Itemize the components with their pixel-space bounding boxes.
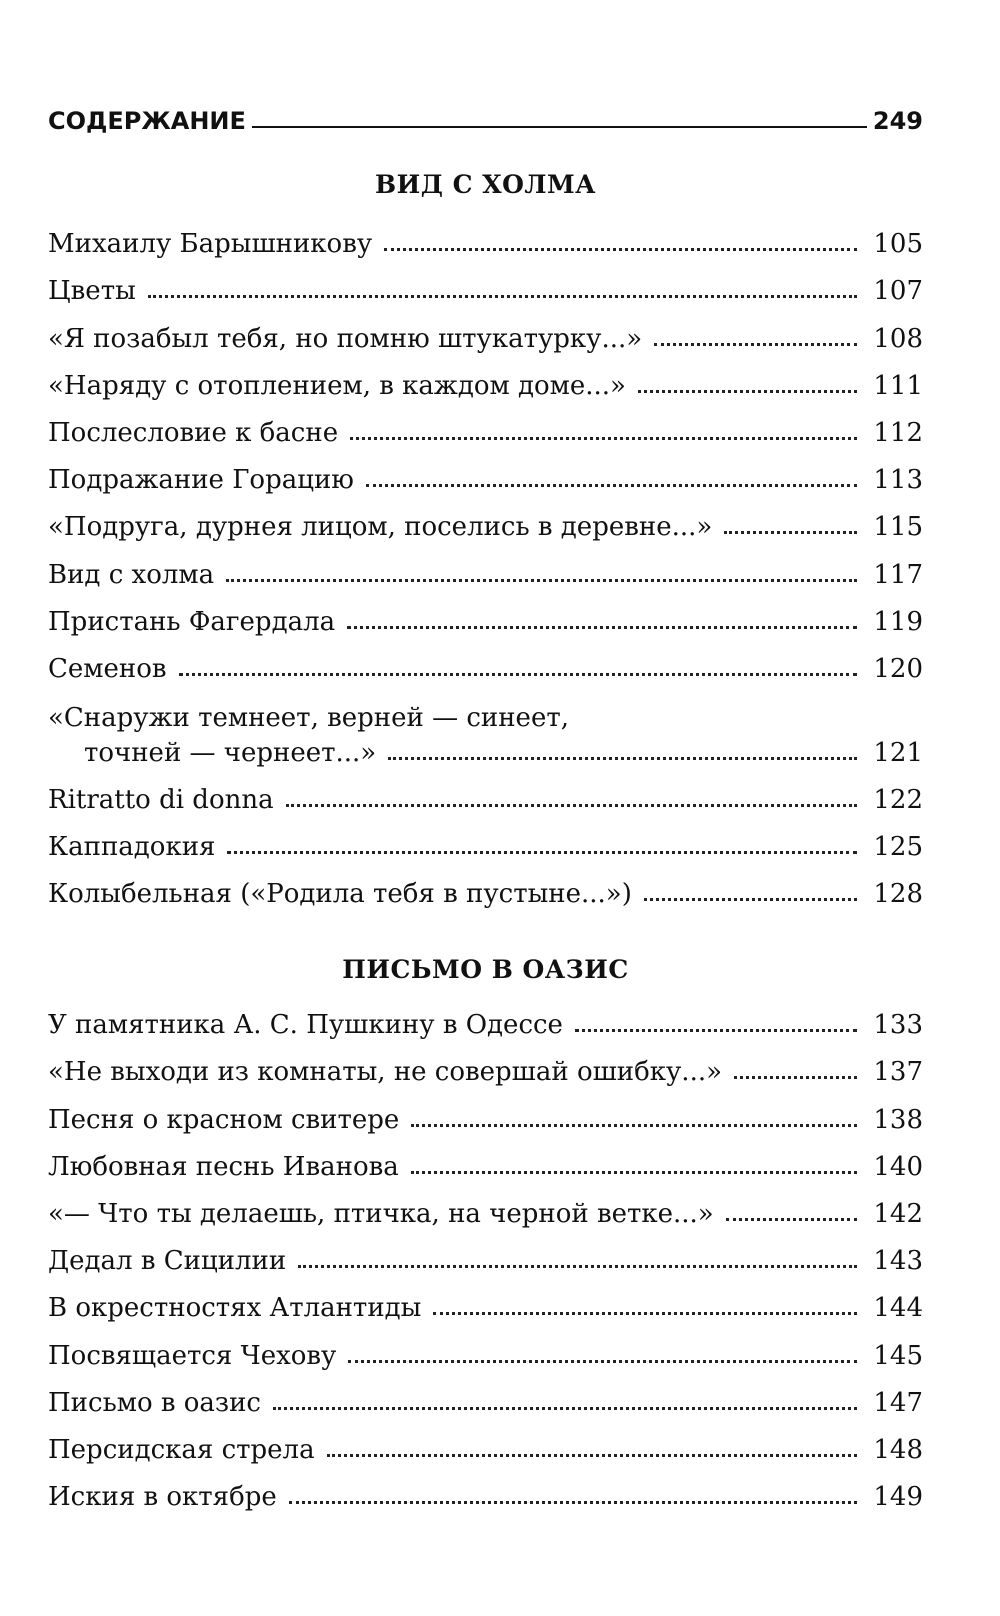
toc-entry bbox=[48, 1274, 923, 1324]
entry-page-number: 138 bbox=[873, 1104, 923, 1135]
toc-entry bbox=[48, 991, 923, 1041]
entry-title: Дедал в Сицилии bbox=[48, 1246, 287, 1277]
dot-leader bbox=[654, 343, 857, 346]
entry-page-number: 142 bbox=[873, 1198, 923, 1229]
entry-title: Персидская стрела bbox=[48, 1434, 315, 1465]
entry-title: Песня о красном свитере bbox=[48, 1104, 400, 1135]
entry-title: У памятника А. С. Пушкину в Одессе bbox=[48, 1010, 563, 1041]
entry-title: «Я позабыл тебя, но помню штукатурку...» bbox=[48, 323, 643, 354]
toc-entry bbox=[48, 766, 923, 816]
entry-title: «Наряду с отоплением, в каждом доме...» bbox=[48, 370, 626, 401]
entry-title: Пристань Фагердала bbox=[48, 606, 336, 637]
entry-page-number: 128 bbox=[873, 879, 923, 910]
entry-page-number: 120 bbox=[873, 653, 923, 684]
running-head-title: СОДЕРЖАНИЕ bbox=[48, 107, 246, 135]
entry-title: Семенов bbox=[48, 653, 167, 684]
toc-entry bbox=[48, 257, 923, 307]
toc-entry bbox=[48, 682, 923, 766]
dot-leader bbox=[273, 1407, 857, 1410]
entry-title: Михаилу Барышникову bbox=[48, 229, 373, 260]
dot-leader bbox=[348, 1360, 857, 1363]
dot-leader bbox=[226, 579, 857, 582]
running-head bbox=[48, 95, 923, 135]
entry-title: «Подруга, дурнея лицом, поселись в деревне...» bbox=[48, 512, 713, 543]
entry-page-number: 145 bbox=[873, 1340, 923, 1371]
entry-page-number: 108 bbox=[873, 323, 923, 354]
dot-leader bbox=[724, 531, 857, 534]
dot-leader bbox=[433, 1312, 857, 1315]
entry-page-number: 143 bbox=[873, 1246, 923, 1277]
toc-list bbox=[48, 991, 923, 1513]
entry-page-number: 105 bbox=[873, 229, 923, 260]
toc-entry bbox=[48, 1369, 923, 1416]
entry-page-number: 115 bbox=[873, 512, 923, 543]
entry-page-number: 144 bbox=[873, 1293, 923, 1324]
dot-leader bbox=[179, 673, 858, 676]
running-head-rule bbox=[252, 126, 867, 128]
entry-title-line2: точней — чернеет...» bbox=[84, 737, 377, 768]
entry-title-continuation bbox=[48, 737, 923, 768]
toc-entry bbox=[48, 1180, 923, 1227]
toc-entry bbox=[48, 1133, 923, 1180]
entry-title: Ritratto di donna bbox=[48, 785, 274, 816]
toc-entry bbox=[48, 1416, 923, 1463]
dot-leader bbox=[148, 295, 858, 298]
entry-title: Иския в октябре bbox=[48, 1482, 277, 1513]
entry-page-number: 133 bbox=[873, 1010, 923, 1041]
entry-title: Посвящается Чехову bbox=[48, 1340, 337, 1371]
entry-page-number: 111 bbox=[873, 370, 923, 401]
entry-page-number: 112 bbox=[873, 417, 923, 448]
entry-title: Послесловие к басне bbox=[48, 417, 339, 448]
dot-leader bbox=[350, 437, 857, 440]
entry-page-number: 122 bbox=[873, 785, 923, 816]
dot-leader bbox=[726, 1218, 858, 1221]
running-head-page-number: 249 bbox=[872, 107, 923, 135]
entry-title: В окрестностях Атлантиды bbox=[48, 1293, 422, 1324]
entry-title: Вид с холма bbox=[48, 559, 215, 590]
toc-entry bbox=[48, 1463, 923, 1513]
dot-leader bbox=[388, 757, 857, 760]
toc-entry bbox=[48, 860, 923, 910]
entry-page-number: 119 bbox=[873, 606, 923, 637]
entry-title-line1: «Снаружи темнеет, верней — синеет, bbox=[48, 702, 569, 733]
dot-leader bbox=[411, 1171, 858, 1174]
entry-page-number: 113 bbox=[873, 465, 923, 496]
entry-title: Каппадокия bbox=[48, 832, 216, 863]
entry-title: «— Что ты делаешь, птичка, на черной ветке...» bbox=[48, 1198, 714, 1229]
entry-title: «Не выходи из комнаты, не совершай ошибку...» bbox=[48, 1057, 723, 1088]
toc-entry bbox=[48, 493, 923, 543]
entry-title: Колыбельная («Родила тебя в пустыне...») bbox=[48, 879, 632, 910]
dot-leader bbox=[638, 390, 857, 393]
entry-title: Подражание Горацию bbox=[48, 465, 354, 496]
toc-list bbox=[48, 210, 923, 910]
dot-leader bbox=[366, 484, 857, 487]
entry-page-number: 149 bbox=[873, 1482, 923, 1513]
dot-leader bbox=[286, 804, 858, 807]
toc-entry bbox=[48, 1038, 923, 1088]
toc-entry bbox=[48, 588, 923, 635]
toc-entry bbox=[48, 1227, 923, 1277]
dot-leader bbox=[347, 626, 857, 629]
section-title: ПИСЬМО В ОАЗИС bbox=[342, 955, 629, 984]
entry-title: Письмо в оазис bbox=[48, 1387, 261, 1418]
dot-leader bbox=[227, 851, 857, 854]
toc-entry bbox=[48, 352, 923, 399]
toc-entry bbox=[48, 813, 923, 863]
toc-entry bbox=[48, 210, 923, 260]
toc-entry bbox=[48, 635, 923, 682]
toc-entry bbox=[48, 1085, 923, 1135]
entry-page-number: 147 bbox=[873, 1387, 923, 1418]
entry-page-number: 148 bbox=[873, 1434, 923, 1465]
dot-leader bbox=[411, 1124, 857, 1127]
entry-page-number: 125 bbox=[873, 832, 923, 863]
toc-entry bbox=[48, 399, 923, 446]
section-title: ВИД С ХОЛМА bbox=[374, 170, 597, 199]
toc-entry bbox=[48, 1321, 923, 1371]
entry-page-number: 121 bbox=[873, 737, 923, 768]
dot-leader bbox=[384, 248, 857, 251]
dot-leader bbox=[327, 1454, 858, 1457]
dot-leader bbox=[734, 1076, 857, 1079]
dot-leader bbox=[289, 1501, 858, 1504]
toc-entry bbox=[48, 540, 923, 590]
entry-page-number: 117 bbox=[873, 559, 923, 590]
entry-title: Любовная песнь Иванова bbox=[48, 1151, 399, 1182]
entry-page-number: 107 bbox=[873, 276, 923, 307]
toc-entry bbox=[48, 446, 923, 496]
dot-leader bbox=[298, 1265, 857, 1268]
entry-page-number: 137 bbox=[873, 1057, 923, 1088]
dot-leader bbox=[575, 1029, 857, 1032]
entry-title: Цветы bbox=[48, 276, 136, 307]
toc-entry bbox=[48, 304, 923, 354]
dot-leader bbox=[644, 898, 858, 901]
entry-page-number: 140 bbox=[873, 1151, 923, 1182]
